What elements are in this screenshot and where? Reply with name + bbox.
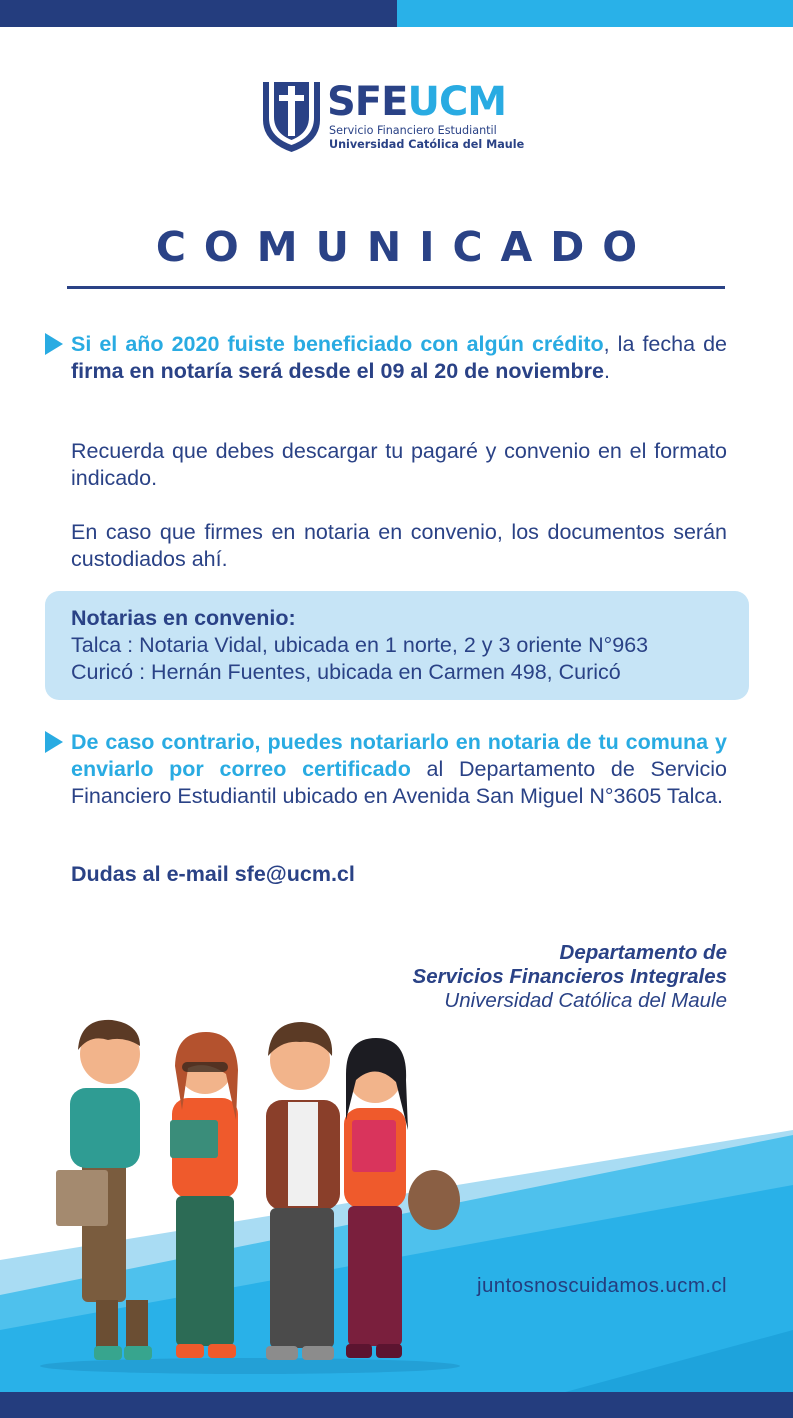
title-underline bbox=[67, 286, 725, 289]
logo-ucm: UCM bbox=[407, 79, 507, 125]
paragraph-dates bbox=[71, 331, 727, 385]
text-fecha: , la fecha de bbox=[603, 332, 727, 356]
signature-line-3: Universidad Católica del Maule bbox=[444, 989, 727, 1012]
logo-wordmark bbox=[327, 78, 506, 126]
student-2 bbox=[170, 1032, 238, 1358]
website-link[interactable]: juntosnoscuidamos.ucm.cl bbox=[476, 1274, 727, 1297]
triangle-bullet-icon bbox=[45, 731, 63, 753]
student-4 bbox=[344, 1038, 460, 1358]
bold-firma: firma en notaría será desde el 09 al 20 de noviembre bbox=[71, 359, 604, 383]
contact-email: Dudas al e-mail sfe@ucm.cl bbox=[71, 862, 355, 886]
highlight-contrario: De caso contrario, puedes notariarlo en notaria de tu comuna y enviarlo por correo certificado bbox=[71, 730, 727, 781]
signature-line-1: Departamento de bbox=[559, 941, 727, 964]
logo-sfe: SFE bbox=[327, 79, 408, 125]
text-departamento: al Departamento de Servicio Financiero Estudiantil ubicado en Avenida San Miguel N°3605 Talca. bbox=[71, 757, 727, 808]
paragraph-custodia: En caso que firmes en notaria en convenio, los documentos serán custodiados ahí. bbox=[71, 520, 727, 571]
triangle-bullet-icon bbox=[45, 333, 63, 355]
notaria-talca: Talca : Notaria Vidal, ubicada en 1 norte, 2 y 3 oriente N°963 bbox=[71, 633, 649, 657]
paragraph-recuerda: Recuerda que debes descargar tu pagaré y convenio en el formato indicado. bbox=[71, 439, 727, 490]
notarias-heading: Notarias en convenio: bbox=[71, 606, 296, 630]
signature-line-2: Servicios Financieros Integrales bbox=[412, 965, 727, 988]
shield-cross-icon bbox=[263, 82, 320, 152]
sfeucm-logo bbox=[263, 79, 533, 154]
top-bar-navy bbox=[0, 0, 397, 27]
text-period: . bbox=[603, 359, 610, 383]
logo-subtitle-2: Universidad Católica del Maule bbox=[329, 138, 525, 151]
page-title: COMUNICADO bbox=[155, 223, 656, 271]
student-3 bbox=[266, 1022, 340, 1360]
logo-subtitle-1: Servicio Financiero Estudiantil bbox=[329, 124, 497, 137]
highlight-beneficiado: Si el año 2020 fuiste beneficiado con algún crédito bbox=[71, 332, 604, 356]
notaria-curico: Curicó : Hernán Fuentes, ubicada en Carmen 498, Curicó bbox=[71, 660, 621, 684]
bottom-bar-navy bbox=[0, 1392, 793, 1418]
students-illustration bbox=[30, 1010, 470, 1380]
top-bar-cyan bbox=[397, 0, 793, 27]
student-1 bbox=[56, 1020, 152, 1360]
paragraph-correo bbox=[71, 729, 727, 810]
